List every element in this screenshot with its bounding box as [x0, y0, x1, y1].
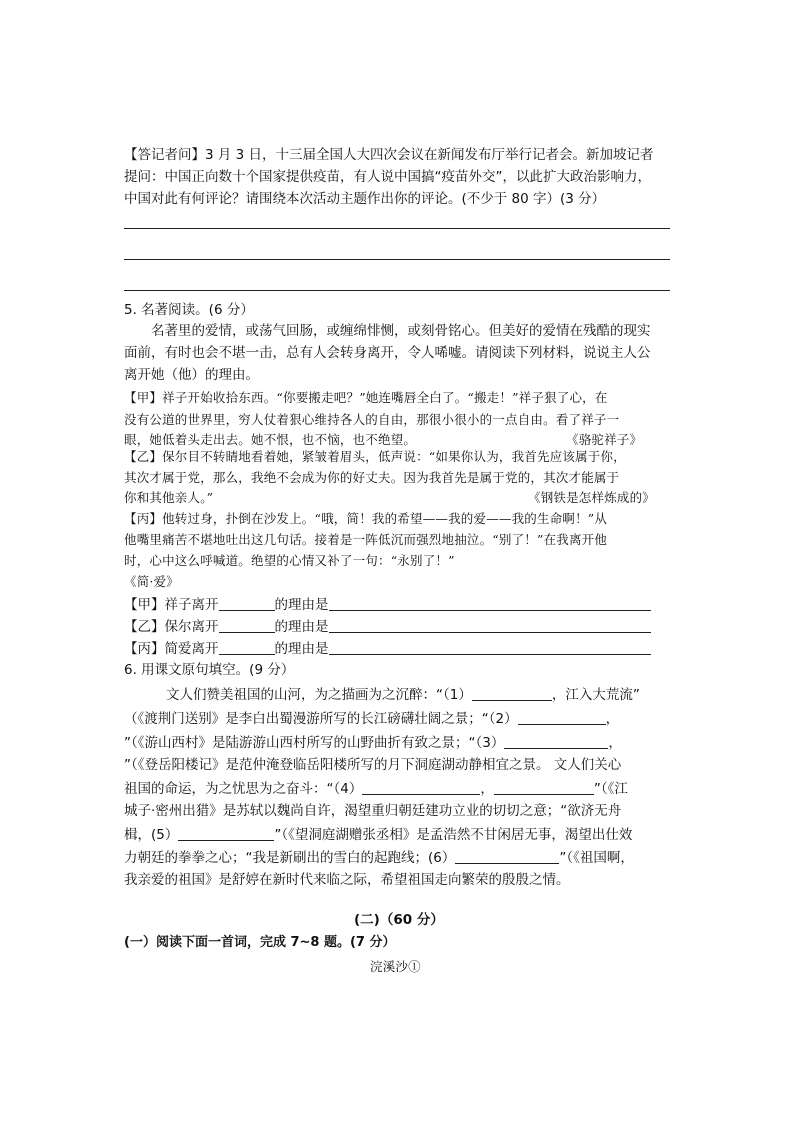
q6-line-8-tail: ”（《祖国啊， [559, 850, 634, 866]
fill-blank-6[interactable] [455, 849, 559, 864]
reporter-question-line-3: 中国对此有何评论？请围绕本次活动主题作出你的评论。(不少于 80 字）(3 分） [124, 191, 606, 207]
answer-line-3[interactable] [124, 290, 670, 291]
q6-line-2 [124, 710, 619, 728]
answer-jia-reason-blank[interactable] [329, 596, 651, 611]
q6-line-5 [124, 780, 628, 798]
fill-blank-3[interactable] [504, 734, 608, 749]
q6-line-7 [124, 826, 632, 844]
answer-yi-reason-blank[interactable] [329, 618, 651, 633]
q5-intro-line-3: 离开她（他）的理由。 [124, 367, 259, 383]
q6-line-5-text: 祖国的命运，为之忧思为之奋斗：“（4） [124, 781, 363, 797]
material-jia-source: 《骆驼祥子》 [566, 432, 643, 447]
fill-blank-4a[interactable] [362, 780, 480, 795]
part-two-subheading: (一）阅读下面一首词，完成 7~8 题。(7 分） [124, 935, 396, 950]
q6-line-9: 我亲爱的祖国》是舒婷在新时代来临之际，希望祖国走向繁荣的殷殷之情。 [124, 872, 570, 888]
answer-jia-label: 【甲】祥子离开 [124, 597, 219, 613]
answer-jia-row [124, 596, 651, 614]
material-jia-line-3: 眼，她低着头走出去。她不恨，也不恼，也不绝望。 [124, 432, 417, 447]
q6-line-1 [166, 686, 640, 704]
answer-bing-row [124, 640, 651, 658]
q6-line-3 [124, 734, 622, 752]
material-yi-line-2: 其次才属于党，那么，我绝不会成为你的好丈夫。因为我首先是属于党的，其次才能属于 [124, 470, 620, 485]
q6-line-6: 城子·密州出猎》是苏轼以魏尚自许，渴望重归朝廷建功立业的切切之意；“欲济无舟 [124, 803, 622, 819]
q6-line-8-text: 力朝廷的拳拳之心；“我是新刷出的雪白的起跑线；(6） [124, 850, 456, 866]
answer-line-1[interactable] [124, 228, 670, 229]
answer-jia-reason-label: 的理由是 [274, 597, 329, 613]
fill-blank-2[interactable] [518, 710, 606, 725]
q6-line-1-text: 文人们赞美祖国的山河，为之描画为之沉醉：“（1） [166, 687, 472, 703]
fill-blank-1[interactable] [472, 686, 552, 701]
answer-line-2[interactable] [124, 259, 670, 260]
q6-line-8 [124, 849, 634, 867]
material-bing-line-2: 他嘴里痛苦不堪地吐出这几句话。接着是一阵低沉而强烈地抽泣。“别了！”在我离开他 [124, 532, 608, 547]
q6-line-1-tail: ，江入大荒流” [551, 687, 640, 703]
material-jia-line-1: 【甲】祥子开始收拾东西。“你要搬走吧？”她连嘴唇全白了。“搬走！”祥子狠了心，在 [124, 390, 608, 405]
q6-line-4: ”（《登岳阳楼记》是范仲淹登临岳阳楼所写的月下洞庭湖动静相宜之景。 文人们关心 [124, 757, 622, 773]
material-yi-line-3: 你和其他亲人。” [124, 490, 214, 505]
q6-line-3-text: ”（《游山西村》是陆游游山西村所写的山野曲折有致之景；“（3） [124, 735, 505, 751]
reporter-question-line-1: 【答记者问】3 月 3 日，十三届全国人大四次会议在新闻发布厅举行记者会。新加坡记者 [124, 147, 654, 163]
q6-line-5-tail: ”（《江 [593, 781, 628, 797]
answer-bing-name-blank[interactable] [219, 640, 275, 655]
material-yi-source: 《钢铁是怎样炼成的》 [528, 490, 656, 505]
answer-jia-name-blank[interactable] [219, 596, 275, 611]
q5-intro-line-2: 面前，有时也会不堪一击，总有人会转身离开，令人唏嘘。请阅读下列材料，说说主人公 [124, 345, 651, 361]
answer-yi-name-blank[interactable] [219, 618, 275, 633]
fill-blank-4b[interactable] [494, 780, 594, 795]
q6-line-5-comma: ， [480, 781, 494, 797]
material-bing-line-1: 【丙】他转过身，扑倒在沙发上。“哦，简！我的希望——我的爱——我的生命啊！”从 [124, 511, 608, 526]
answer-bing-reason-blank[interactable] [329, 640, 651, 655]
q6-line-2-tail: ， [605, 711, 620, 727]
q6-line-7-text: 楫，(5） [124, 827, 179, 843]
q6-line-7-tail: ”（《望洞庭湖赠张丞相》是孟浩然不甘闲居无事，渴望出仕效 [274, 827, 633, 843]
answer-yi-reason-label: 的理由是 [274, 619, 329, 635]
material-bing-source: 《简·爱》 [124, 574, 179, 589]
material-bing-line-3: 时，心中这么呼喊道。绝望的心情又补了一句：“永别了！” [124, 553, 455, 568]
answer-yi-row [124, 618, 651, 636]
answer-yi-label: 【乙】保尔离开 [124, 619, 219, 635]
q5-intro-line-1: 名著里的爱情，或荡气回肠，或缠绵悱恻，或刻骨铭心。但美好的爱情在残酷的现实 [151, 323, 651, 339]
q6-heading: 6. 用课文原句填空。(9 分） [124, 662, 295, 678]
q6-line-3-tail: ， [608, 735, 622, 751]
fill-blank-5[interactable] [178, 826, 274, 841]
answer-bing-label: 【丙】简爱离开 [124, 641, 219, 657]
material-jia-line-2: 没有公道的世界里，穷人仗着狠心维持各人的自由，那很小很小的一点自由。看了祥子一 [124, 412, 620, 427]
q6-line-2-text: （《渡荆门送别》是李白出蜀漫游所写的长江磅礴壮阔之景；“（2） [124, 711, 518, 727]
answer-bing-reason-label: 的理由是 [274, 641, 329, 657]
material-yi-line-1: 【乙】保尔目不转睛地看着她，紧皱着眉头，低声说：“如果你认为，我首先应该属于你， [124, 449, 626, 464]
q5-heading: 5. 名著阅读。(6 分） [124, 302, 254, 318]
poem-title: 浣溪沙① [370, 959, 421, 974]
part-two-heading: (二)（60 分） [354, 912, 444, 928]
reporter-question-line-2: 提问：中国正向数十个国家提供疫苗，有人说中国搞“疫苗外交”，以此扩大政治影响力， [124, 169, 651, 185]
